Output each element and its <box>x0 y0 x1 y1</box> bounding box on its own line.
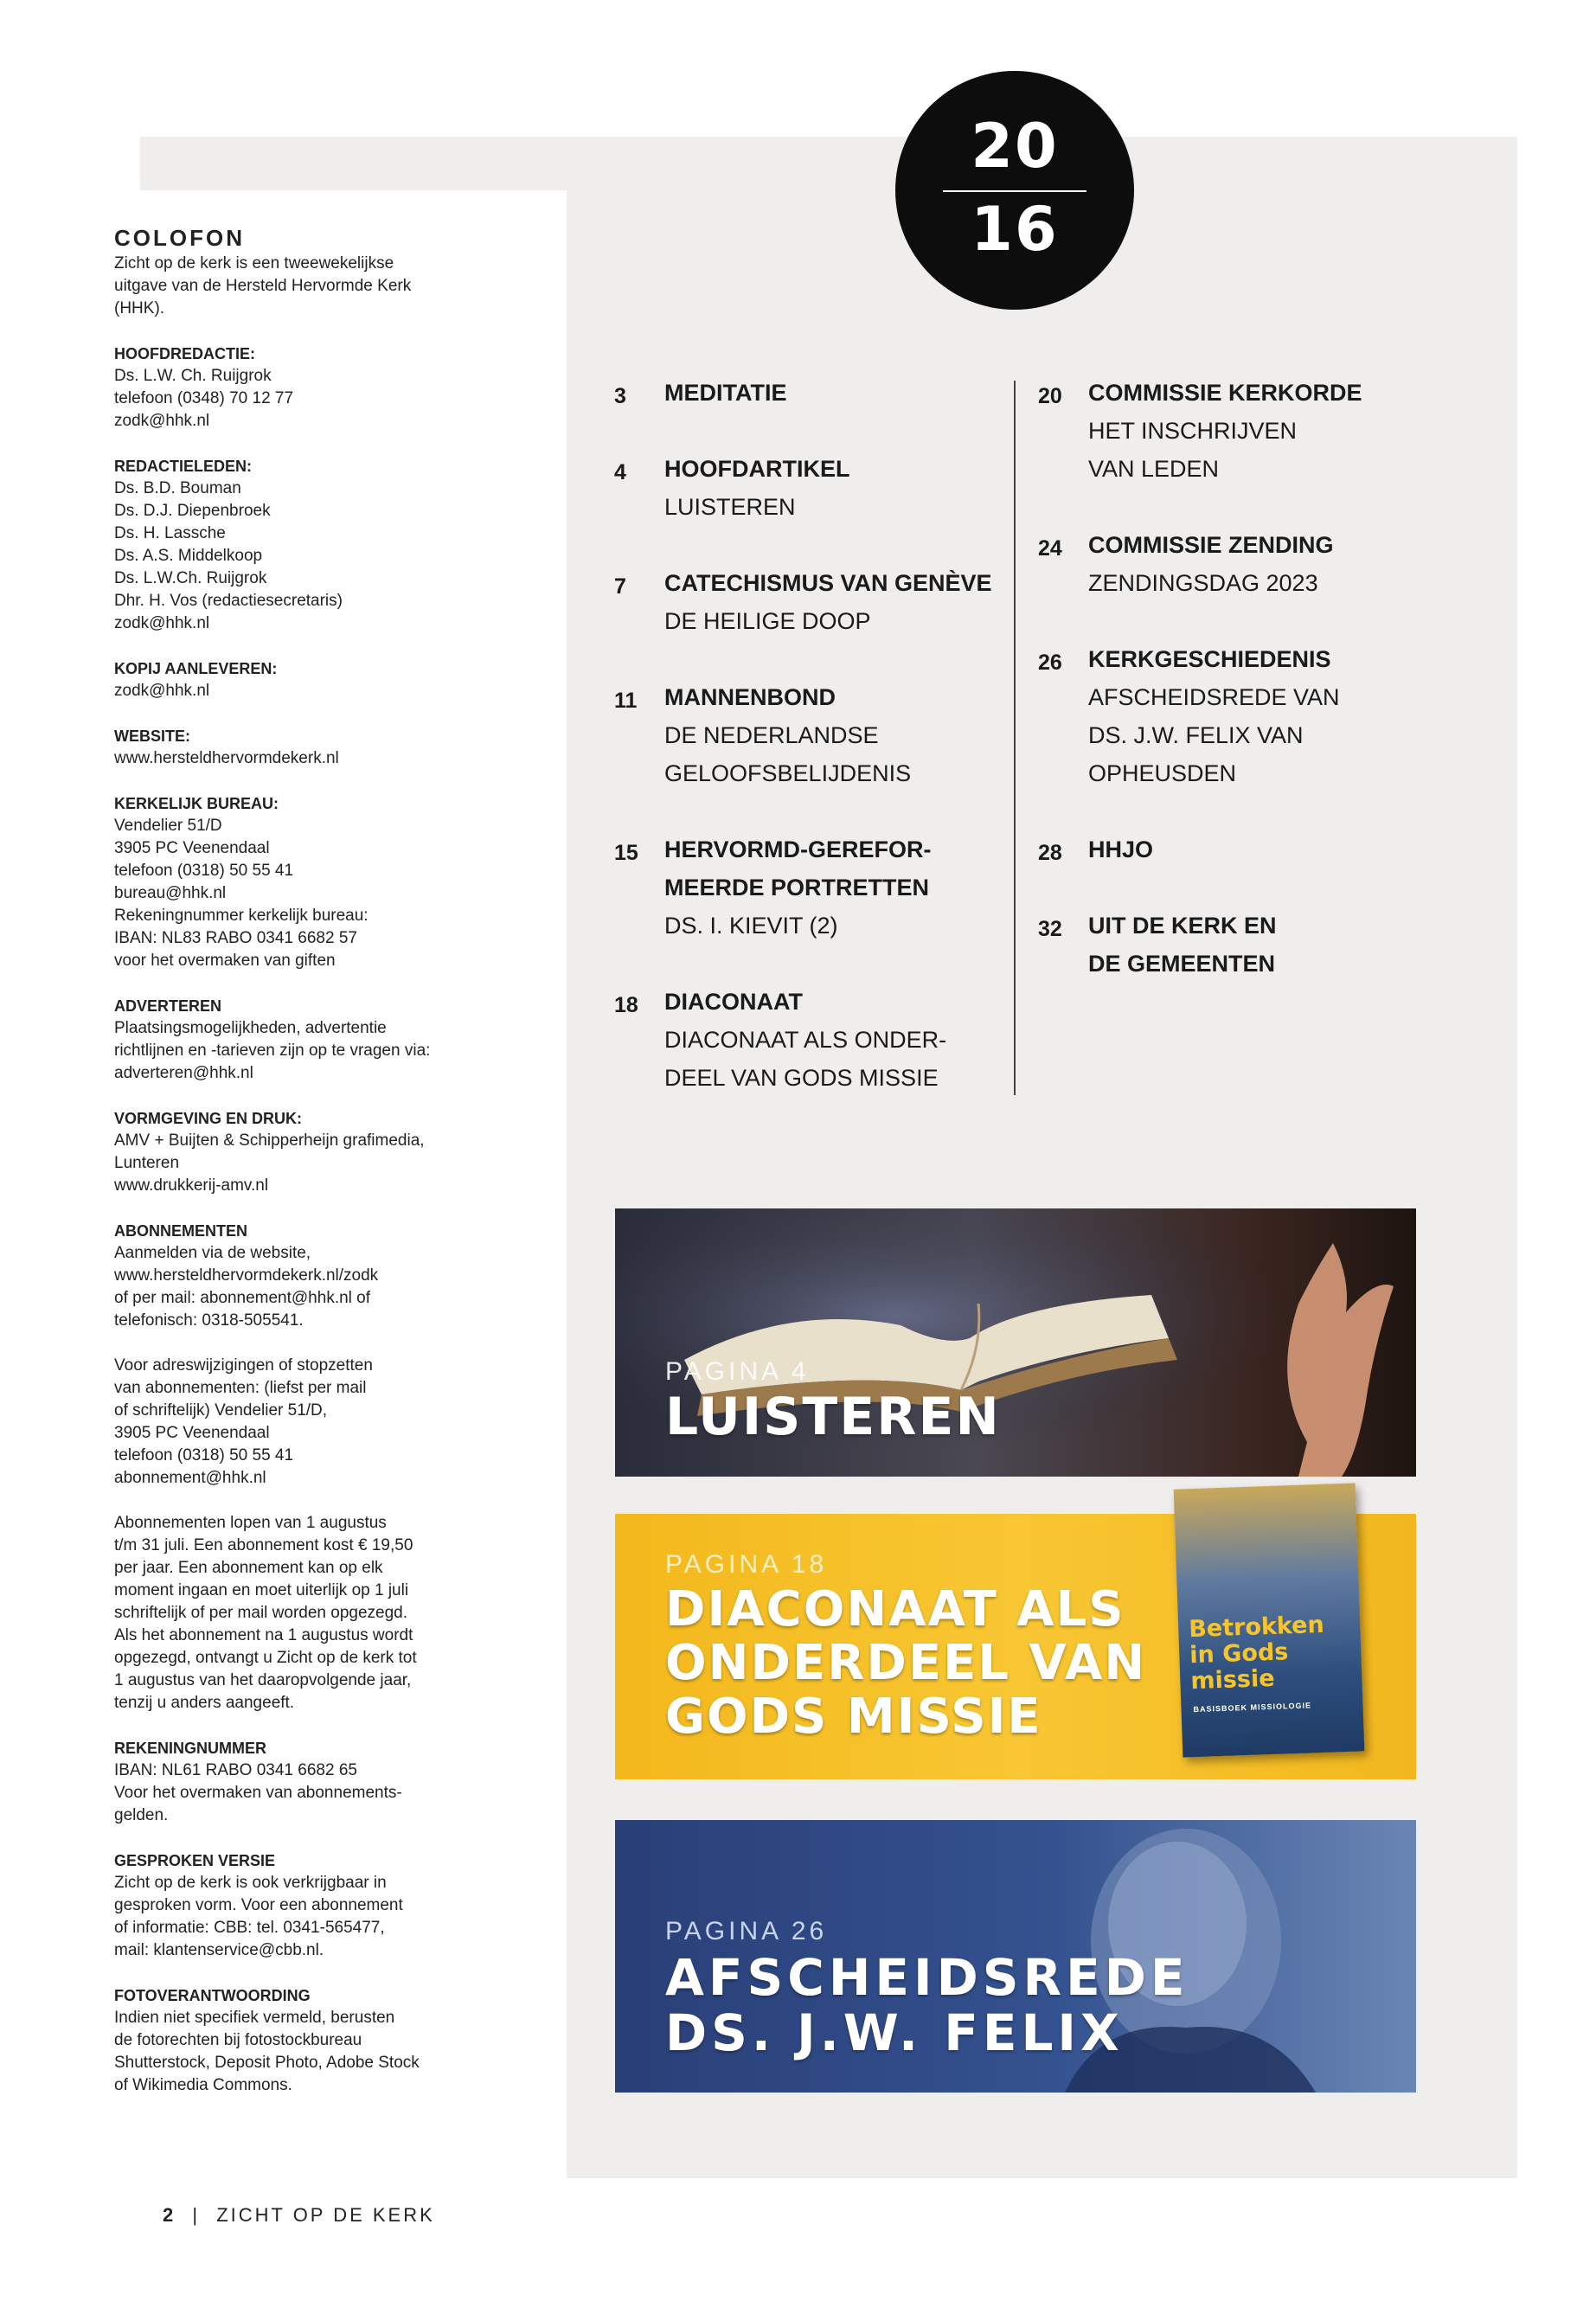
toc-page-number: 15 <box>614 841 638 865</box>
toc-title-line: MEDITATIE <box>664 380 787 406</box>
colofon-section-heading: REKENINGNUMMER <box>114 1740 267 1757</box>
colofon-section-line: tenzij u anders aangeeft. <box>114 1694 295 1712</box>
colofon-section <box>114 1984 486 2097</box>
toc-subtitle-line: AFSCHEIDSREDE VAN <box>1088 684 1340 710</box>
toc-subtitle-line: HET INSCHRIJVEN <box>1088 418 1298 444</box>
colofon-section-line: schriftelijk of per mail worden opgezegd. <box>114 1604 408 1622</box>
toc-entry[interactable] <box>614 678 1003 792</box>
colofon-section-heading: REDACTIELEDEN: <box>114 458 253 475</box>
colofon-section-line: per jaar. Een abonnement kan op elk <box>114 1559 383 1577</box>
colofon-section-line: de fotorechten bij fotostockbureau <box>114 2031 362 2049</box>
colofon-section-line: moment ingaan en moet uiterlijk op 1 juli <box>114 1581 409 1599</box>
banner-title-line: AFSCHEIDSREDE <box>665 1948 1189 2007</box>
colofon-section-line: www.hersteldhervormdekerk.nl <box>114 749 339 767</box>
toc-entry[interactable] <box>1038 907 1445 983</box>
toc-page-number: 4 <box>614 460 626 484</box>
colofon-section-heading: VORMGEVING EN DRUK: <box>114 1110 303 1127</box>
banner-afscheidsrede[interactable] <box>615 1820 1416 2093</box>
colofon-section-line: 3905 PC Veenendaal <box>114 1424 270 1442</box>
colofon-section-line: adverteren@hhk.nl <box>114 1064 253 1082</box>
book-title-line: in Gods <box>1189 1638 1289 1670</box>
book-subtitle: BASISBOEK MISSIOLOGIE <box>1193 1701 1312 1715</box>
colofon-section-line: Voor adreswijzigingen of stopzetten <box>114 1356 373 1375</box>
colofon-section-heading: WEBSITE: <box>114 727 190 745</box>
colofon-section <box>114 792 486 972</box>
colofon-section-line: Aanmelden via de website, <box>114 1244 311 1262</box>
colofon-section-line: richtlijnen en -tarieven zijn op te vragen via: <box>114 1042 431 1060</box>
colofon-section-line: telefonisch: 0318-505541. <box>114 1311 304 1330</box>
toc-title-line: CATECHISMUS VAN GENÈVE <box>664 570 992 596</box>
colofon-section-line: gelden. <box>114 1806 169 1824</box>
colofon-section-line: Shutterstock, Deposit Photo, Adobe Stock <box>114 2054 420 2072</box>
book-title-line: Betrokken <box>1188 1611 1325 1644</box>
toc-entry[interactable] <box>1038 526 1445 602</box>
toc-subtitle-line: DE HEILIGE DOOP <box>664 608 871 634</box>
toc-subtitle-line: LUISTEREN <box>664 494 796 520</box>
colofon-section-line: IBAN: NL61 RABO 0341 6682 65 <box>114 1761 357 1779</box>
toc-title-line: DIACONAAT <box>664 989 803 1015</box>
colofon-section-line: bureau@hhk.nl <box>114 884 227 902</box>
toc-title-line: HHJO <box>1088 836 1154 862</box>
toc-title-line: UIT DE KERK EN <box>1088 913 1277 939</box>
colofon-section-line: Ds. H. Lassche <box>114 524 226 542</box>
colofon-section-heading: HOOFDREDACTIE: <box>114 345 255 362</box>
colofon-section-line: Abonnementen lopen van 1 augustus <box>114 1514 387 1532</box>
colofon-section-line: Voor het overmaken van abonnements- <box>114 1784 402 1802</box>
toc-subtitle-line: ZENDINGSDAG 2023 <box>1088 570 1318 596</box>
year-badge-bottom: 16 <box>971 194 1059 265</box>
banner-title-line: GODS MISSIE <box>665 1689 1042 1745</box>
colofon-section-line: IBAN: NL83 RABO 0341 6682 57 <box>114 929 357 947</box>
colofon-intro-line: (HHK). <box>114 299 165 317</box>
colofon-sections <box>114 343 486 2097</box>
colofon-section <box>114 455 486 635</box>
colofon-section-line: 1 augustus van het daaropvolgende jaar, <box>114 1671 412 1689</box>
toc-page-number: 28 <box>1038 841 1062 865</box>
toc-title-line: COMMISSIE KERKORDE <box>1088 380 1362 406</box>
colofon-section-heading: KOPIJ AANLEVEREN: <box>114 660 278 677</box>
toc-subtitle-line: GELOOFSBELIJDENIS <box>664 760 912 786</box>
colofon-section <box>114 343 486 433</box>
toc-page-number: 3 <box>614 384 626 408</box>
toc-divider <box>1014 381 1016 1095</box>
toc-title-line: HERVORMD-GEREFOR- <box>664 836 932 862</box>
colofon-section-line: zodk@hhk.nl <box>114 614 210 632</box>
colofon-section-line: zodk@hhk.nl <box>114 682 210 700</box>
colofon-intro <box>114 253 486 320</box>
colofon-title: COLOFON <box>114 225 245 251</box>
colofon-section-line: Lunteren <box>114 1154 180 1172</box>
colofon-intro-line: uitgave van de Hersteld Hervormde Kerk <box>114 277 412 295</box>
toc-title-line: MANNENBOND <box>664 684 836 710</box>
colofon-section-line: opgezegd, ontvangt u Zicht op de kerk tot <box>114 1649 417 1667</box>
colofon-section-heading: ADVERTEREN <box>114 997 222 1015</box>
banner-luisteren[interactable] <box>615 1208 1416 1477</box>
colofon-section-heading: GESPROKEN VERSIE <box>114 1852 276 1869</box>
colofon-section-line: zodk@hhk.nl <box>114 412 210 430</box>
toc-page-number: 18 <box>614 993 638 1017</box>
colofon-section-line: Ds. B.D. Bouman <box>114 479 241 497</box>
banner-page-label: PAGINA 26 <box>665 1917 828 1945</box>
toc-subtitle-line: OPHEUSDEN <box>1088 760 1237 786</box>
toc-title-line: MEERDE PORTRETTEN <box>664 875 930 901</box>
toc-page-number: 20 <box>1038 384 1062 408</box>
colofon-section <box>114 1220 486 1332</box>
colofon <box>114 227 486 2119</box>
banner-page-label: PAGINA 18 <box>665 1550 828 1579</box>
colofon-section-line: Ds. D.J. Diepenbroek <box>114 502 271 520</box>
colofon-section-heading: FOTOVERANTWOORDING <box>114 1987 311 2004</box>
colofon-section-line: Ds. L.W.Ch. Ruijgrok <box>114 569 267 587</box>
toc-entry[interactable] <box>614 830 1003 945</box>
colofon-section <box>114 725 486 770</box>
toc-subtitle-line: DIACONAAT ALS ONDER- <box>664 1027 947 1053</box>
toc-title-line: KERKGESCHIEDENIS <box>1088 646 1331 672</box>
year-badge <box>895 71 1134 310</box>
colofon-section <box>114 1355 486 1490</box>
page-footer <box>163 2204 435 2227</box>
year-badge-top: 20 <box>971 111 1059 182</box>
banner-title-line: DIACONAAT ALS <box>665 1581 1125 1638</box>
toc-page-number: 32 <box>1038 917 1062 941</box>
colofon-section-line: Ds. A.S. Middelkoop <box>114 547 263 565</box>
colofon-section-line: telefoon (0318) 50 55 41 <box>114 862 294 880</box>
colofon-section-line: Plaatsingsmogelijkheden, advertentie <box>114 1019 387 1037</box>
banner-title <box>665 1950 1189 2061</box>
colofon-section <box>114 1107 486 1197</box>
colofon-section-line: of per mail: abonnement@hhk.nl of <box>114 1289 371 1307</box>
book-title <box>1189 1612 1326 1695</box>
colofon-section-line: 3905 PC Veenendaal <box>114 839 270 857</box>
footer-separator: | <box>192 2204 201 2226</box>
colofon-section-line: voor het overmaken van giften <box>114 952 336 970</box>
toc-left-column <box>614 374 1003 1135</box>
toc-page-number: 26 <box>1038 651 1062 675</box>
publication-name: ZICHT OP DE KERK <box>216 2204 435 2226</box>
colofon-section-line: t/m 31 juli. Een abonnement kost € 19,50 <box>114 1536 413 1554</box>
toc-page-number: 24 <box>1038 536 1062 561</box>
toc-entry[interactable] <box>614 450 1003 526</box>
colofon-section-line: www.hersteldhervormdekerk.nl/zodk <box>114 1266 379 1285</box>
colofon-section <box>114 1849 486 1962</box>
toc-title-line: HOOFDARTIKEL <box>664 456 850 482</box>
toc-entry[interactable] <box>614 564 1003 640</box>
colofon-section-line: gesproken vorm. Voor een abonnement <box>114 1896 403 1914</box>
toc-subtitle-line: DS. I. KIEVIT (2) <box>664 913 838 939</box>
toc-page-number: 11 <box>614 689 638 713</box>
book-cover <box>1174 1483 1365 1757</box>
colofon-section-line: Als het abonnement na 1 augustus wordt <box>114 1626 413 1644</box>
colofon-intro-line: Zicht op de kerk is een tweewekelijkse <box>114 254 394 272</box>
toc-page-number: 7 <box>614 574 626 599</box>
banner-title-line: DS. J.W. FELIX <box>665 2003 1124 2062</box>
toc-subtitle-line: DEEL VAN GODS MISSIE <box>664 1065 939 1091</box>
colofon-section-heading: KERKELIJK BUREAU: <box>114 795 279 812</box>
colofon-section-line: Indien niet specifiek vermeld, berusten <box>114 2009 395 2027</box>
toc-entry[interactable] <box>1038 830 1445 868</box>
toc-entry[interactable] <box>1038 640 1445 792</box>
colofon-section <box>114 1512 486 1715</box>
colofon-section-line: Zicht op de kerk is ook verkrijgbaar in <box>114 1874 387 1892</box>
banner-title: LUISTEREN <box>665 1387 1001 1447</box>
toc-entry[interactable] <box>1038 374 1445 488</box>
colofon-section-line: Dhr. H. Vos (redactiesecretaris) <box>114 592 343 610</box>
colofon-section-line: telefoon (0318) 50 55 41 <box>114 1446 294 1465</box>
toc-title-line: DE GEMEENTEN <box>1088 951 1276 977</box>
colofon-section <box>114 657 486 702</box>
colofon-section-line: of informatie: CBB: tel. 0341-565477, <box>114 1919 385 1937</box>
colofon-section-line: mail: klantenservice@cbb.nl. <box>114 1941 324 1959</box>
banner-title <box>665 1583 1146 1744</box>
year-badge-divider <box>943 190 1086 192</box>
toc-entry[interactable] <box>614 374 1003 412</box>
colofon-section-line: van abonnementen: (liefst per mail <box>114 1379 367 1397</box>
colofon-section-line: Rekeningnummer kerkelijk bureau: <box>114 907 369 925</box>
colofon-section-heading: ABONNEMENTEN <box>114 1222 248 1240</box>
toc-subtitle-line: DS. J.W. FELIX VAN <box>1088 722 1304 748</box>
banner-page-label: PAGINA 4 <box>665 1357 810 1386</box>
colofon-section-line: of Wikimedia Commons. <box>114 2076 292 2094</box>
toc-subtitle-line: DE NEDERLANDSE <box>664 722 879 748</box>
toc-subtitle-line: VAN LEDEN <box>1088 456 1220 482</box>
colofon-section-line: AMV + Buijten & Schipperheijn grafimedia, <box>114 1131 425 1150</box>
colofon-section-line: Vendelier 51/D <box>114 817 222 835</box>
colofon-section <box>114 995 486 1085</box>
colofon-section-line: of schriftelijk) Vendelier 51/D, <box>114 1401 328 1420</box>
colofon-section <box>114 1737 486 1827</box>
toc-right-column <box>1038 374 1445 1021</box>
toc-title-line: COMMISSIE ZENDING <box>1088 532 1334 558</box>
banner-title-line: ONDERDEEL VAN <box>665 1635 1147 1691</box>
colofon-section-line: telefoon (0348) 70 12 77 <box>114 389 294 407</box>
colofon-section-line: abonnement@hhk.nl <box>114 1469 266 1487</box>
book-title-line: missie <box>1189 1664 1276 1695</box>
colofon-section-line: www.drukkerij-amv.nl <box>114 1176 269 1195</box>
page-number: 2 <box>163 2204 176 2226</box>
colofon-section-line: Ds. L.W. Ch. Ruijgrok <box>114 367 272 385</box>
toc-entry[interactable] <box>614 983 1003 1097</box>
